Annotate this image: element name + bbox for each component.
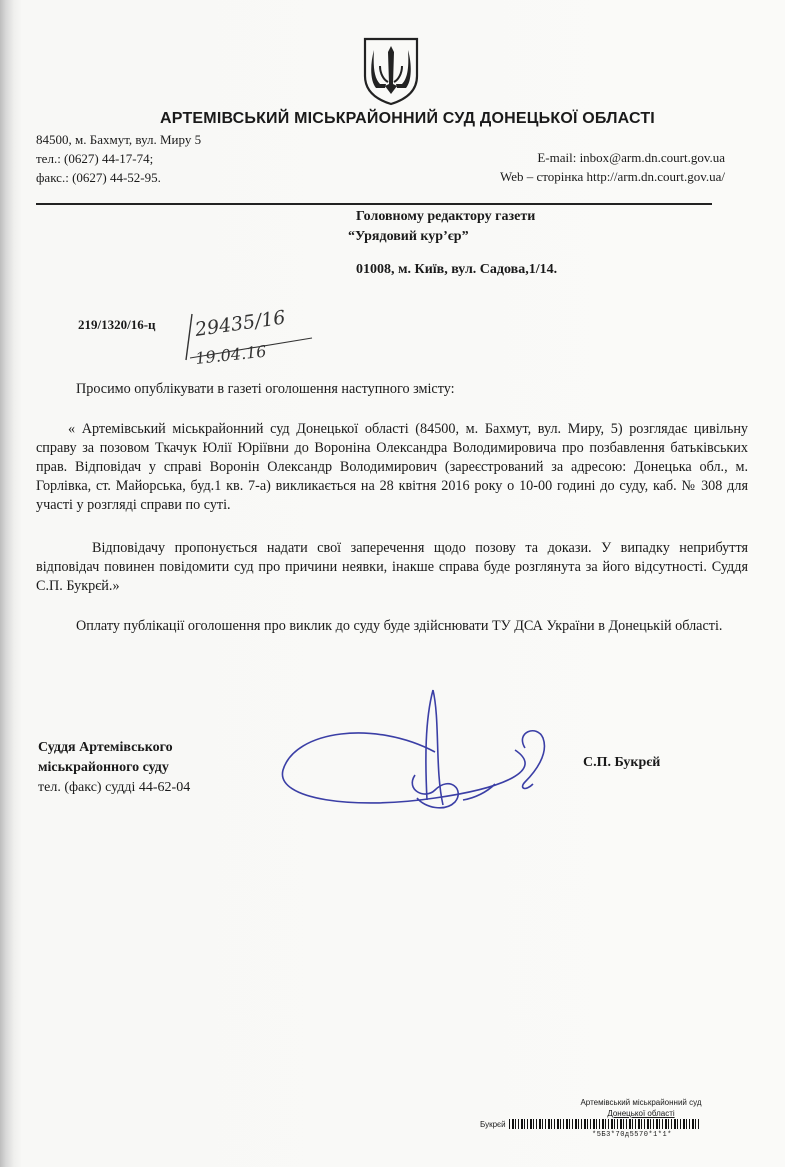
recipient-address: 01008, м. Київ, вул. Садова,1/14. [356, 262, 558, 277]
stamp-block [556, 1097, 726, 1119]
handwritten-number: 29435/16 [193, 306, 287, 341]
signatory-phone: тел. (факс) судді 44-62-04 [38, 780, 191, 795]
barcode-row [480, 1119, 699, 1129]
court-contacts-block [500, 148, 725, 186]
recipient-block [348, 207, 536, 247]
handwritten-date: 19.04.16 [194, 341, 268, 368]
court-phone: тел.: (0627) 44-17-74; [36, 151, 154, 166]
barcode-text: *5Б3*70д5570*1*1* [592, 1131, 672, 1139]
court-fax: факс.: (0627) 44-52-95. [36, 170, 161, 185]
signatory-block [38, 738, 190, 798]
header-divider [36, 203, 712, 205]
coat-of-arms-icon [362, 36, 420, 106]
body-paragraph-3: Оплату публікації оголошення про виклик до суду буде здійснювати ТУ ДСА України в Донецькій області. [76, 618, 723, 634]
barcode-prefix: Букрєй [480, 1119, 506, 1129]
body-paragraph-2: Відповідачу пропонується надати свої заперечення щодо позову та докази. У випадку неприбуття відповідач повинен повідомити суд про причини неявки, інакше справа буде розглянута за його відсутності. Суддя С.П. Букрєй.» [36, 540, 748, 594]
body-intro: Просимо опублікувати в газеті оголошення наступного змісту: [76, 381, 455, 397]
signatory-title-line-2: міськрайонного суду [38, 760, 169, 775]
registration-number: 219/1320/16-ц [78, 317, 156, 332]
body-paragraph-1: « Артемівський міськрайонний суд Донецької області (84500, м. Бахмут, вул. Миру, 5) розглядає цивільну справу за позовом Ткачук Юлії Юріївни до Вороніна Олександра Володимировича про позбавлення батьківських прав. Відповідач у справі Воронін Олександр Володимирович (зареєстрований за адресою: Донецька обл., м. Горлівка, ст. Майорська, буд.1 кв. 7-а) викликається на 28 квітня 2016 року о 10-00 годині до суду, каб. № 308 для участі у розгляді справи по суті. [36, 421, 748, 513]
handwritten-registration-mark [180, 306, 320, 368]
signatory-name: С.П. Букрєй [583, 755, 661, 770]
stamp-line-2: Донецької області [607, 1109, 675, 1118]
signatory-title-line-1: Суддя Артемівського [38, 740, 173, 755]
recipient-line-1: Головному редактору газети [356, 209, 536, 224]
recipient-line-2: “Урядовий кур’єр” [348, 229, 469, 244]
court-website: Web – сторінка http://arm.dn.court.gov.ua/ [499, 169, 725, 184]
stamp-line-1: Артемівський міськрайонний суд [580, 1098, 702, 1107]
court-email: E-mail: inbox@arm.dn.court.gov.ua [537, 150, 725, 165]
handwritten-signature [275, 680, 575, 830]
court-address-block [36, 130, 201, 187]
court-name: АРТЕМІВСЬКИЙ МІСЬКРАЙОННИЙ СУД ДОНЕЦЬКОЇ ОБЛАСТІ [160, 110, 655, 127]
barcode-icon [509, 1119, 699, 1129]
court-address: 84500, м. Бахмут, вул. Миру 5 [36, 132, 202, 147]
